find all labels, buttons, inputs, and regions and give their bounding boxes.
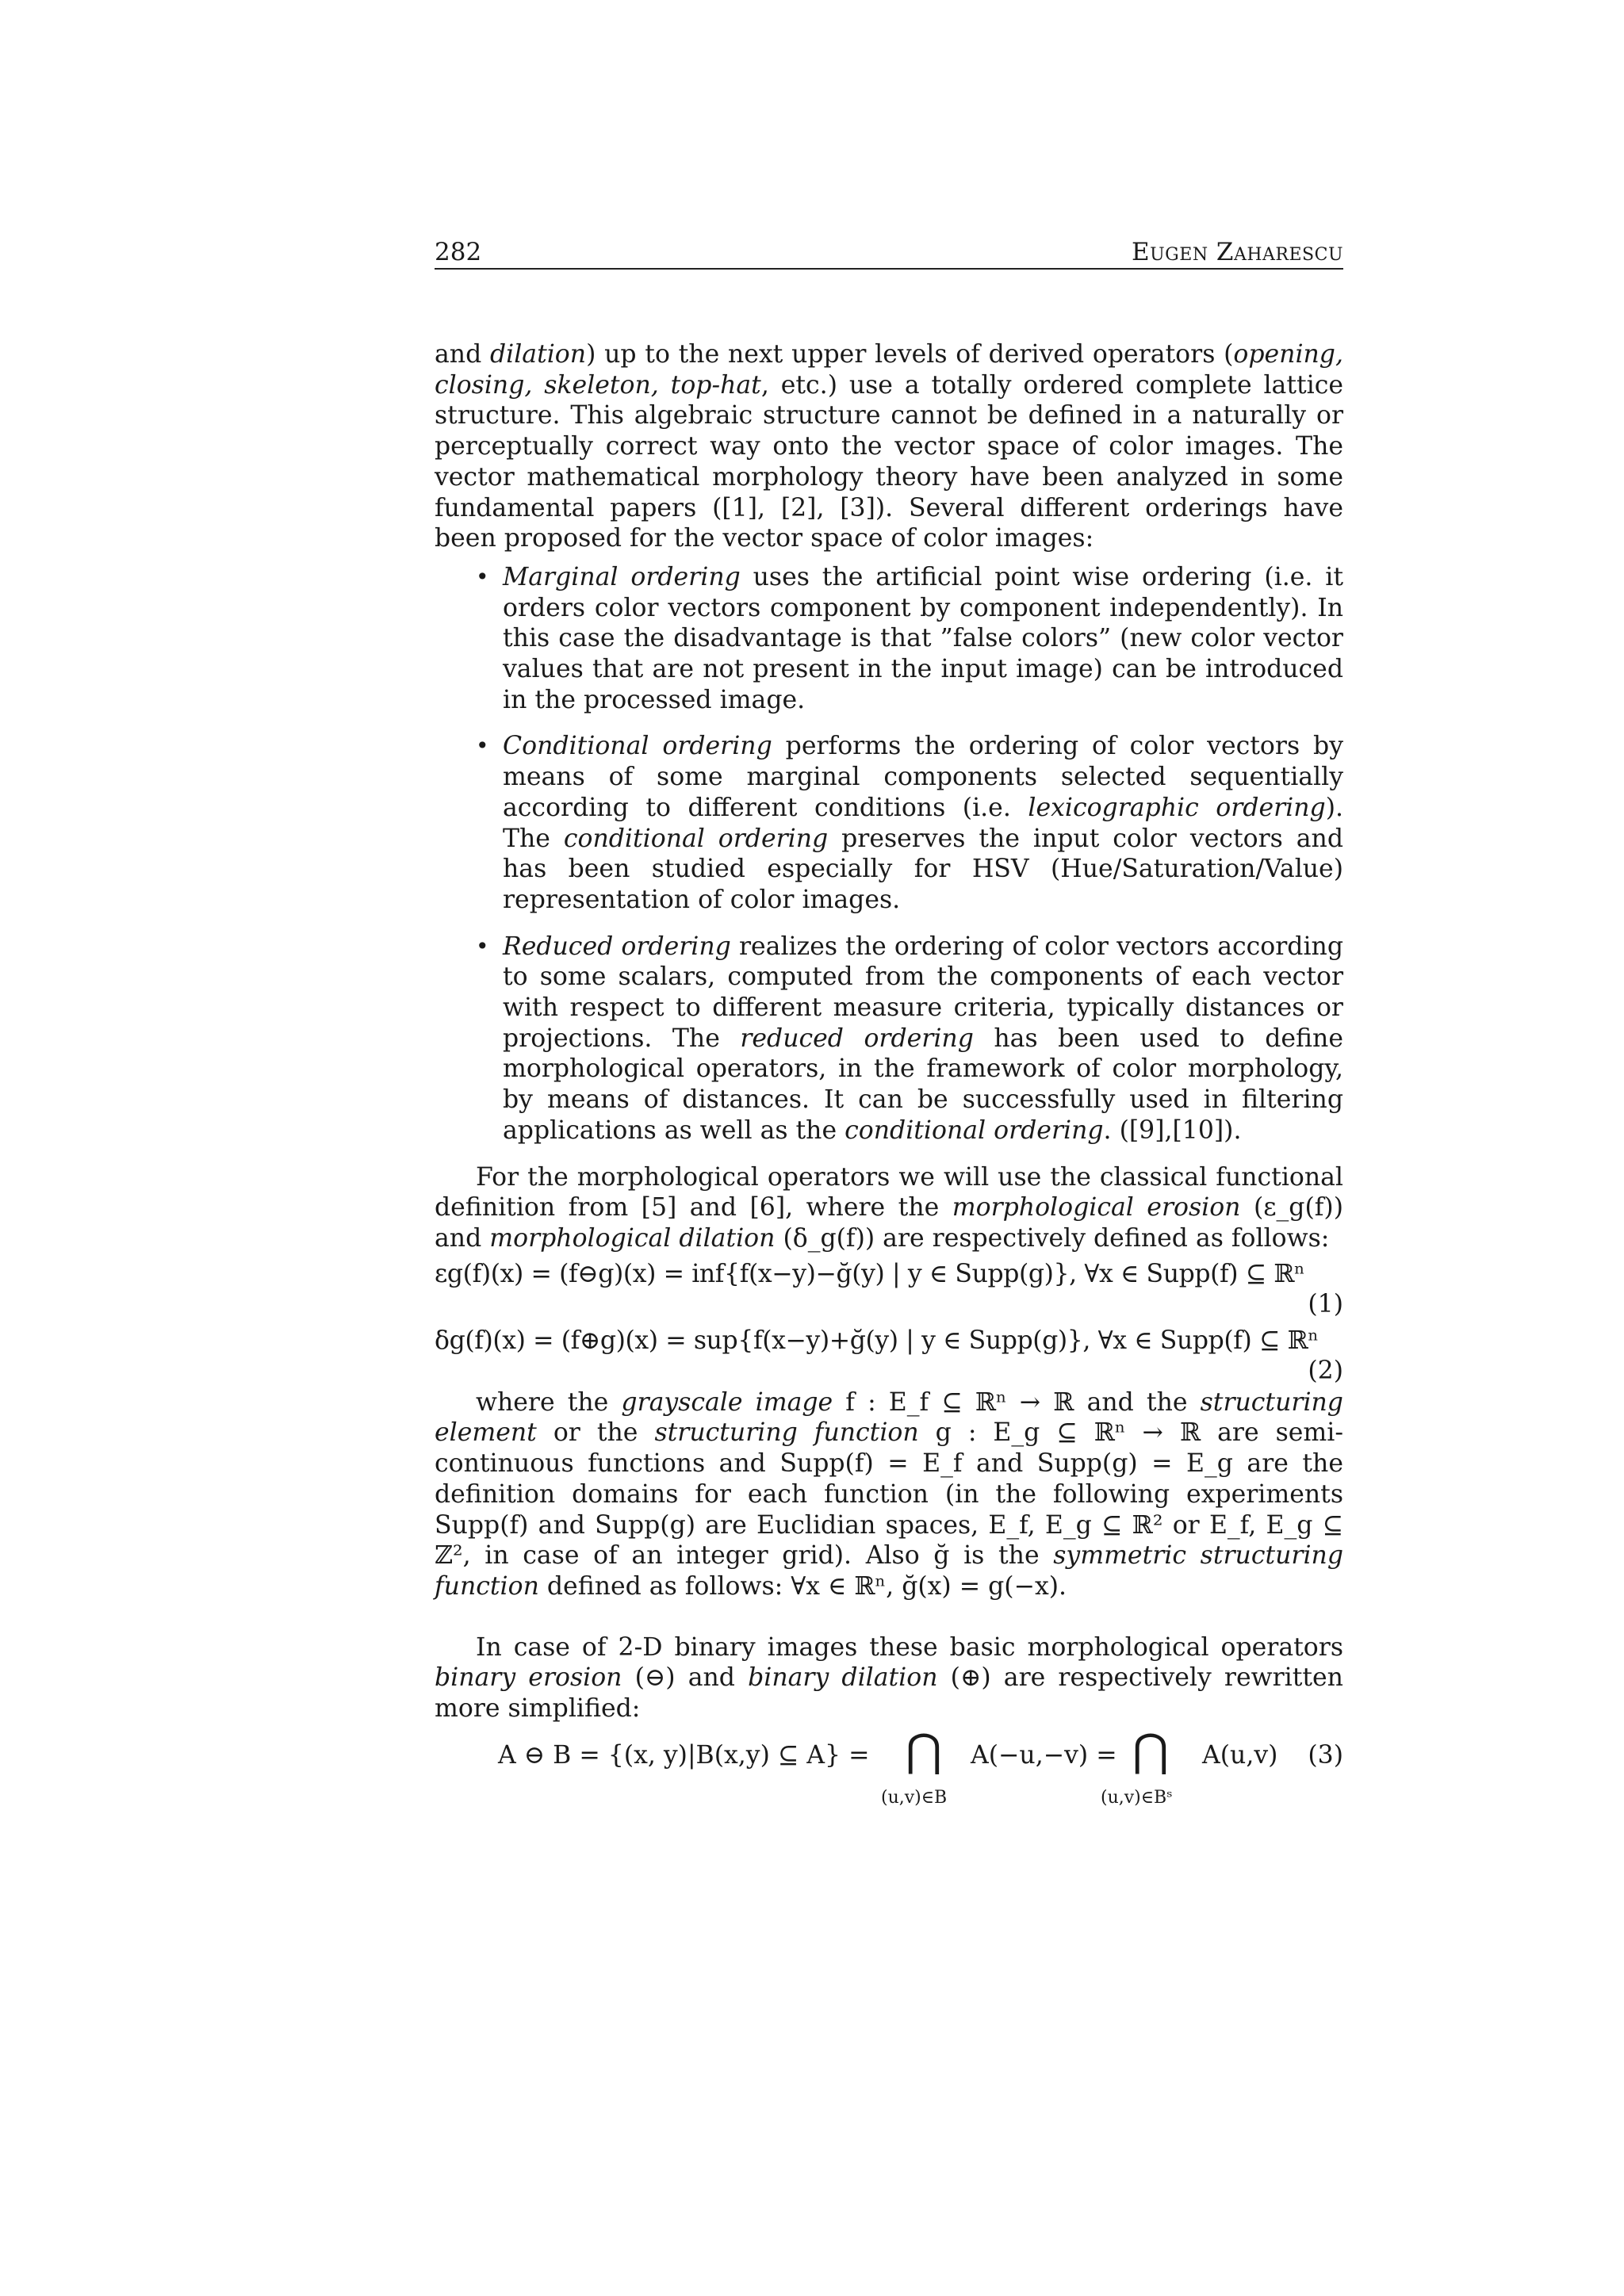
intro-text-1: and [435,340,490,369]
em-symmetric: symmetric structuring function [435,1541,1343,1601]
page-number: 282 [435,238,482,266]
running-author: Eugen Zaharescu [1132,238,1343,266]
intersection-subscript-1: (u,v)∈B [881,1787,948,1808]
list-item-marginal [476,562,1343,716]
equation-1-number: (1) [1308,1289,1343,1318]
em-grayscale: grayscale image [621,1387,833,1417]
where-text-5: defined as follows: ∀x ∈ ℝⁿ, ğ(x) = g(−x). [538,1571,1067,1601]
intro-text-3: , etc.) use a totally ordered complete lattice structure. This algebraic structure cannot be defined in a naturally or perceptually correct way onto the vector space of color images. The vector mathematical morphology theory have been analyzed in some fundamental papers ([1], [2], [3]). Several different orderings have been proposed for the vector space of color images: [435,370,1344,553]
equation-2-number: (2) [1308,1356,1343,1385]
ops-text-1: For the morphological operators we will use the classical functional definition from [5] and [6], where the [435,1162,1343,1223]
text-conditional-1: performs the ordering of color vectors by means of some marginal components selected sequentially according to different conditions (i.e. [503,732,1343,822]
intro-em-dilation: dilation [489,340,587,369]
em-conditional-2: conditional ordering [845,1115,1104,1145]
where-text-4: g : E_g ⊆ ℝⁿ → ℝ are semi-continuous functions and Supp(f) = E_f and Supp(g) = E_g are the definition domains for each function (in the following experiments Supp(f) and Supp(g) are Euclidian spaces, E_f, E_g ⊆ ℝ² or E_f, E_g ⊆ ℤ², in case of an integer grid). Also ğ is the [435,1418,1343,1571]
intro-paragraph [435,339,1343,554]
em-reduced: reduced ordering [740,1024,974,1053]
equation-1-body: εg(f)(x) = (f⊖g)(x) = inf{f(x−y)−ğ(y) | y ∈ Supp(g)}, ∀x ∈ Supp(f) ⊆ ℝⁿ [435,1259,1305,1288]
text-conditional-2: ). The [503,793,1343,853]
ops-math-2: (δ_g(f)) are respectively defined as follows: [775,1223,1330,1253]
intersection-operator-2: ⋂ [1132,1724,1169,1777]
text-conditional-3: preserves the input color vectors and has been studied especially for HSV (Hue/Saturation/Value) representation of color images. [503,824,1343,914]
em-binary-dilation: binary dilation [748,1663,938,1693]
term-reduced: Reduced ordering [503,932,731,961]
equation-3-middle: A(−u,−v) = [971,1740,1117,1770]
intersection-operator-1: ⋂ [906,1724,942,1777]
binary-paragraph [435,1632,1343,1724]
where-text-2: f : E_f ⊆ ℝⁿ → ℝ and the [833,1387,1201,1417]
text-marginal: uses the artificial point wise ordering (i.e. it orders color vectors component by component independently). In this case the disadvantage is that ”false colors” (new color vector values that are not present in the input image) can be introduced in the processed image. [503,562,1343,714]
binary-text-1: In case of 2-D binary images these basic morphological operators [476,1632,1343,1662]
operators-paragraph [435,1162,1343,1254]
bullet-icon: • [476,563,489,590]
em-erosion: morphological erosion [952,1193,1241,1223]
where-text-3: or the [536,1418,655,1448]
list-item-conditional [476,731,1343,915]
equation-3-lhs: A ⊖ B = {(x, y)|B(x,y) ⊆ A} = [498,1740,870,1770]
equation-2 [435,1326,1343,1387]
term-conditional: Conditional ordering [503,732,772,761]
intro-text-2: ) up to the next upper levels of derived operators ( [586,340,1234,369]
em-dilation: morphological dilation [489,1223,776,1253]
where-paragraph [435,1387,1343,1602]
binary-text-2: (⊖) and [622,1663,749,1693]
term-marginal: Marginal ordering [503,562,741,591]
intro-em-derived-ops: opening, closing, skeleton, top-hat [435,340,1343,400]
running-header [435,236,1343,270]
em-conditional: conditional ordering [563,824,829,853]
list-item-reduced [476,932,1343,1146]
where-text-1: where the [476,1387,622,1417]
intersection-subscript-2: (u,v)∈Bˢ [1101,1787,1173,1808]
text-reduced-2: has been used to define morphological operators, in the framework of color morphology, by means of distances. It can be successfully used in filtering applications as well as the [503,1024,1343,1145]
em-binary-erosion: binary erosion [435,1663,622,1693]
equation-3-number: (3) [1308,1740,1343,1770]
equation-3-rhs: A(u,v) [1202,1740,1278,1770]
ordering-list [435,562,1343,1146]
em-lexicographic: lexicographic ordering [1028,793,1326,822]
em-structuring-function: structuring function [654,1418,919,1448]
paragraph-gap [435,1602,1343,1632]
body-text [435,339,1343,1813]
bullet-icon: • [476,733,489,760]
binary-text-3: (⊕) are respectively rewritten more simplified: [435,1663,1343,1724]
equation-1 [435,1259,1343,1321]
text-reduced-3: . ([9],[10]). [1103,1115,1242,1145]
ops-math-1: (ε_g(f)) and [435,1193,1343,1253]
bullet-icon: • [476,932,489,959]
text-reduced-1: realizes the ordering of color vectors according to some scalars, computed from the components of each vector with respect to different measure criteria, typically distances or projections. The [503,932,1343,1053]
equation-2-body: δg(f)(x) = (f⊕g)(x) = sup{f(x−y)+ğ(y) | y ∈ Supp(g)}, ∀x ∈ Supp(f) ⊆ ℝⁿ [435,1326,1319,1355]
em-structuring-element: structuring element [435,1387,1343,1448]
equation-3 [435,1724,1343,1813]
